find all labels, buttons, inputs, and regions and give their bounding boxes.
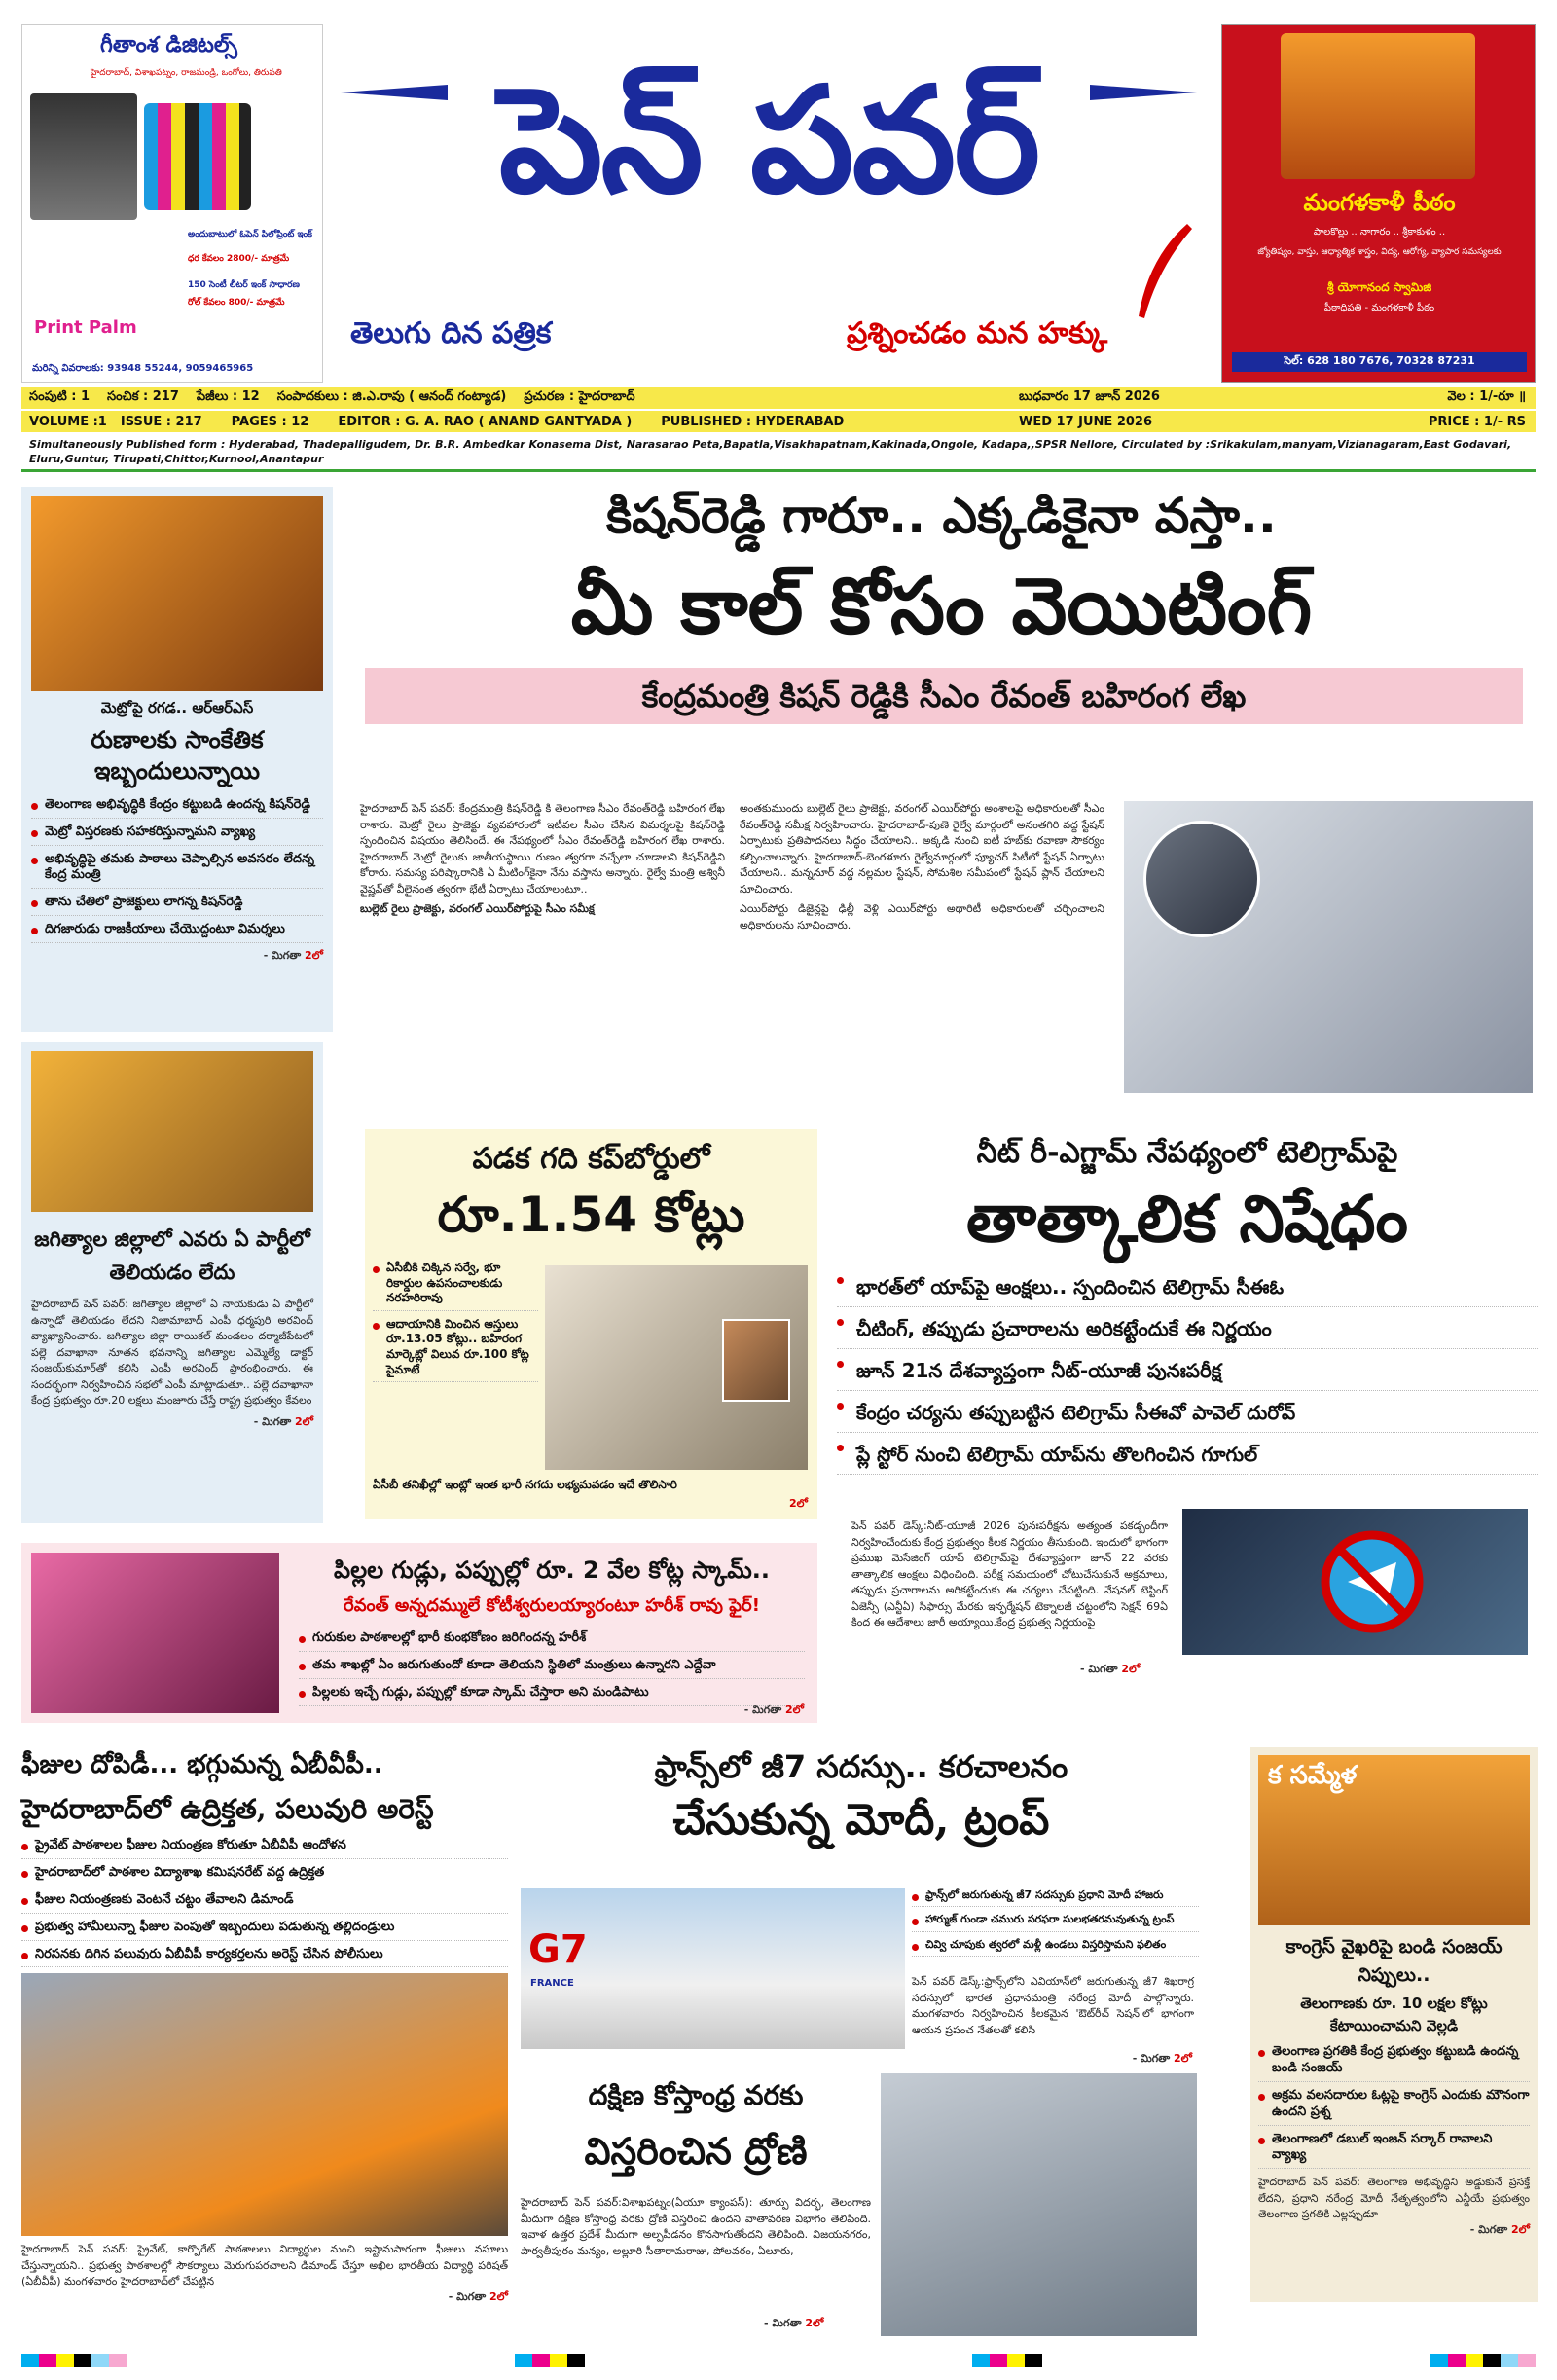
bullet: నిరసనకు దిగిన పలువురు ఏబీవీపీ కార్యకర్తలను అరెస్ట్ చేసిన పోలీసులు: [21, 1947, 508, 1968]
trough-kicker: దక్షిణ కోస్తాంధ్ర వరకు: [588, 2079, 804, 2111]
fees-kicker: ఫీజుల దోపిడీ... భగ్గుమన్న ఏబీవీపీ..: [21, 1750, 383, 1779]
g7-sign-location: FRANCE: [530, 1978, 574, 1989]
bullet: తెలంగాణ అభివృద్ధికి కేంద్రం కట్టుబడి ఉందన్న కిషన్‌రెడ్డి: [31, 797, 323, 819]
cash-caption: ఏసీబీ తనిఖీల్లో ఇంట్లో ఇంత భారీ నగదు లభ్యమవడం ఇదే తొలిసారి: [373, 1478, 677, 1491]
story-kishan-metro: [21, 487, 333, 1032]
trough-body: హైదరాబాద్ పెన్ పవర్:విశాఖపట్నం(ఏయూ క్యాంపస్): తూర్పు విదర్భ, తెలంగాణ మీదుగా దక్షిణ కోస్తాంధ్ర వరకు ద్రోణి విస్తరించి ఉందని వాతావరణ విభాగం తెలిపింది. ఇవాళ ఉత్తర ప్రదేశ్ మీదుగా అల్పపీడనం కొనసాగుతోందని తెలిపింది. విజయనగరం, పార్వతీపురం మన్యం, అల్లూరి సీతారామరాజు, పోలవరం, ఏలూరు,: [521, 2196, 871, 2257]
telegram-ban-icon: [1319, 1528, 1426, 1635]
lead-subhead: కేంద్రమంత్రి కిషన్ రెడ్డికి సీఎం రేవంత్ బహిరంగ లేఖ: [365, 668, 1523, 724]
cash-bullets: [373, 1261, 538, 1388]
trough-headline: విస్తరించిన ద్రోణి: [584, 2130, 808, 2173]
info-volume-te: సంపుటి : 1: [29, 389, 91, 404]
fees-body: హైదరాబాద్ పెన్ పవర్: ప్రైవేట్, కార్పొరేట్ పాఠశాలలు విద్యార్థుల నుంచి ఇష్టానుసారంగా ఫీజులు వసూలు చేస్తున్నాయని.. ప్రభుత్వ పాఠశాలల్లో సౌకర్యాలు మెరుగుపరచాలని డిమాండ్ చేస్తూ అఖిల భారతీయ విద్యార్థి పరిషత్ (ఏబీవీపీ) మంగళవారం హైదరాబాద్‌లో చేపట్టిన: [21, 2243, 508, 2288]
bullet: చీటింగ్, తప్పుడు ప్రచారాలను అరికట్టేందుకే ఈ నిర్ణయం: [837, 1313, 1538, 1349]
ad-right-line4: పీఠాధిపతి - మంగళకాళీ పీఠం: [1323, 303, 1435, 313]
lead-col1: హైదరాబాద్ పెన్ పవర్: కేంద్రమంత్రి కిషన్‌రెడ్డి కి తెలంగాణ సీఎం రేవంత్‌రెడ్డి బహిరంగ లేఖ రాశారు. మెట్రో రైలు ప్రాజెక్టు వ్యవహారంలో ఇటీవల సీఎం చేసిన విమర్శలపై కిషన్‌రెడ్డి స్పందించిన విషయం తెలిసిందే. ఈ నేపథ్యంలో సీఎం రేవంత్‌రెడ్డి బహిరంగ లేఖ రాశారు. హైదరాబాద్ మెట్రో రైలుకు జాతీయస్థాయి రుణం త్వరగా వచ్చేలా చూడాలని కిషన్‌రెడ్డిని కోరారు. సమస్య పరిష్కారానికి ఏ మీటింగ్‌కైనా నేను వస్తాను అన్నారు. రైల్వే మంత్రి అశ్వినీ వైష్ణవ్‌తో వీలైనంత త్వరగా భేటీ ఏర్పాటు చేయాలంటూ.. బుల్లెట్ రైలు ప్రాజెక్టు, వరంగల్ ఎయిర్‌పోర్టుపై సీఎం సమీక్ష: [360, 801, 725, 918]
ink-bottles-image: [144, 103, 251, 210]
ad-right-line3: శ్రీ యోగానంద స్వామిజి: [1326, 280, 1432, 294]
info-volume-en: VOLUME :1: [29, 414, 107, 429]
tagline-right: ప్రశ్నించడం మన హక్కు: [847, 316, 1108, 350]
arvind-photo: [31, 1051, 313, 1212]
ad-right-title: మంగళకాళీ పీఠం: [1303, 189, 1456, 216]
bullet: ఫీజుల నియంత్రణకు వెంటనే చట్టం తేవాలని డిమాండ్: [21, 1892, 508, 1914]
continued-label: - మిగతా 2లో: [1132, 2052, 1192, 2065]
continued-label: - మిగతా 2లో: [743, 1703, 804, 1716]
story-headline: జగిత్యాల జిల్లాలో ఎవరు ఏ పార్టీలో తెలియడం లేదు: [34, 1227, 310, 1284]
info-bar-telugu: [21, 387, 1536, 409]
cash-headline: రూ.1.54 కోట్లు: [437, 1187, 745, 1243]
swatch-group: [21, 2353, 127, 2371]
story-fees: [21, 1742, 508, 2356]
cash-photo: [545, 1265, 808, 1470]
neet-kicker: నీట్ రీ-ఎగ్జామ్ నేపథ్యంలో టెలిగ్రామ్‌పై: [976, 1136, 1398, 1170]
ad-left-line4: 150 సెంటీ లీటర్ ఇంక్ సాధారణ: [188, 280, 300, 290]
g7-body: పెన్ పవర్ డెస్క్:ఫ్రాన్స్‌లోని ఎవియాన్‌లో జరుగుతున్న జీ7 శిఖరాగ్ర సదస్సులో భారత ప్రధానమంత్రి నరేంద్ర మోదీ పాల్గొన్నారు. మంగళవారం నిర్వహించిన కీలకమైన 'ఔట్‌రీచ్ సెషన్'లో భాగంగా ఆయన ప్రపంచ నేతలతో కలిసి: [912, 1975, 1194, 2036]
ad-left-contact: మరిన్ని వివరాలకు: 93948 55244, 9059465965: [32, 363, 254, 374]
sanjay-banner: క సమ్మేళ: [1268, 1761, 1358, 1790]
g7-sign: G7: [528, 1927, 588, 1972]
bullet: హైదరాబాద్‌లో పాఠశాల విద్యాశాఖ కమిషనరేట్ వద్ద ఉద్రిక్తత: [21, 1865, 508, 1886]
kishan-photo: [31, 496, 323, 691]
story-body: హైదరాబాద్ పెన్ పవర్: జగిత్యాల జిల్లాలో ఏ నాయకుడు ఏ పార్టీలో ఉన్నాడో తెలియడం లేదని నిజామాబాద్ ఎంపీ ధర్మపురి అరవింద్ వ్యాఖ్యానించారు. జగిత్యాల జిల్లా రాయికల్ మండలం దర్మాజీపేటలో పల్లె దవాఖానా నూతన భవనాన్ని జగిత్యాల ఎమ్మెల్యే డాక్టర్ సంజయ్‌కుమార్‌తో కలిసి ఎంపీ అరవింద్ ప్రారంభించారు. ఈ సందర్భంగా నిర్వహించిన సభలో ఎంపీ మాట్లాడుతూ.. పల్లె దవాఖానా కేంద్ర ప్రభుత్వం రూ.20 లక్షలు మంజూరు చేస్తే రాష్ట్ర ప్రభుత్వం కేవలం: [31, 1298, 313, 1408]
info-pages-en: PAGES : 12: [231, 414, 309, 429]
bullet: హార్ముజ్ గుండా చమురు సరఫరా సులభతరమవుతున్న ట్రంప్: [912, 1913, 1199, 1931]
continued-label: 2లో: [789, 1497, 808, 1510]
ad-right: [1221, 24, 1536, 383]
story-trough: [521, 2073, 1202, 2346]
info-editor-en: EDITOR : G. A. RAO ( ANAND GANTYADA ): [338, 414, 633, 429]
telegram-photo: [1182, 1509, 1528, 1655]
sanjay-headline: కాంగ్రెస్ వైఖరిపై బండి సంజయ్ నిప్పులు..: [1285, 1936, 1503, 1986]
masthead-title: పెన్ పవర్: [498, 56, 1039, 226]
story-kicker: మెట్రోపై రగడ.. ఆర్ఆర్ఎస్: [100, 699, 254, 716]
bullet: తెలంగాణ ప్రగతికి కేంద్ర ప్రభుత్వం కట్టుబడి ఉందన్న బండి సంజయ్: [1258, 2044, 1530, 2082]
lead-col1-sub: బుల్లెట్ రైలు ప్రాజెక్టు, వరంగల్ ఎయిర్‌పోర్టుపై సీఎం సమీక్ష: [360, 902, 595, 915]
sanjay-bullets: [1258, 2044, 1530, 2169]
bullet: దిగజారుడు రాజకీయాలు చేయొద్దంటూ విమర్శలు: [31, 922, 323, 943]
sanjay-subhead: తెలంగాణకు రూ. 10 లక్షల కోట్లు కేటాయించామని వెల్లడి: [1300, 1995, 1488, 2034]
lead-headline: మీ కాల్ కోసం వెయిటింగ్: [570, 561, 1313, 651]
swatch-group: [515, 2353, 585, 2371]
editions-line: Simultaneously Published form : Hyderabad, Thadepalligudem, Dr. B.R. Ambedkar Konasema Dist, Narasarao Peta,Bapatla,Visakhapatnam,Kakinada,Ongole, Kadapa,,SPSR Nellore, Circulated by :Srikakulam,manyam,Vizianagaram,East Godavari, Eluru,Guntur, Tirupati,Chittor,Kurnool,Anantapur: [21, 435, 1536, 472]
bullet: ఏసీబీకి చిక్కిన సర్వే, భూ రికార్డుల ఉపసంచాలకుడు నరహరిరావు: [373, 1261, 538, 1311]
info-editor-te: సంపాదకులు : జి.ఎ.రావు ( ఆనంద్ గంట్యాడ): [276, 389, 507, 404]
bullet: ప్రభుత్వ హామీలున్నా ఫీజుల పెంపుతో ఇబ్బందులు పడుతున్న తల్లిదండ్రులు: [21, 1920, 508, 1941]
fees-bullets: [21, 1838, 508, 1967]
neet-headline: తాత్కాలిక నిషేధం: [966, 1182, 1408, 1257]
info-bar-english: [21, 411, 1536, 432]
continued-label: - మిగతా 2లో: [764, 2317, 824, 2329]
bullet: అభివృద్ధిపై తమకు పాఠాలు చెప్పాల్సిన అవసరం లేదన్న కేంద్ర మంత్రి: [31, 852, 323, 890]
print-palm-logo: Print Palm: [34, 317, 137, 338]
bullet: మెట్రో విస్తరణకు సహకరిస్తున్నామని వ్యాఖ్య: [31, 824, 323, 846]
bullet: భారత్‌లో యాప్‌పై ఆంక్షలు.. స్పందించిన టెలిగ్రామ్ సీఈఓ: [837, 1271, 1538, 1307]
ad-right-line1: పాలకొల్లు .. నాగారం .. శ్రీకాకుళం ..: [1313, 227, 1446, 238]
bullet: ప్లే స్టోర్ నుంచి టెలిగ్రామ్ యాప్‌ను తొలగించిన గూగుల్: [837, 1439, 1538, 1475]
info-pages-te: పేజీలు : 12: [196, 389, 260, 404]
g7-bullets: [912, 1888, 1199, 1962]
ad-left-line3: ధర కేవలం 2800/- మాత్రమే: [188, 254, 290, 264]
info-date-en: WED 17 JUNE 2026: [1019, 414, 1153, 429]
ad-right-phone: సెల్: 628 180 7676, 70328 87231: [1232, 352, 1527, 372]
ad-left-line5: రోల్ కేవలం 800/- మాత్రమే: [188, 298, 285, 308]
story-cash: [365, 1129, 817, 1519]
sanjay-photo: [1258, 1755, 1530, 1925]
printer-image: [30, 93, 137, 220]
masthead: [331, 24, 1207, 383]
info-published-en: PUBLISHED : HYDERABAD: [661, 414, 845, 429]
lead-story: [345, 480, 1538, 1093]
g7-photo: [521, 1888, 905, 2049]
info-price-te: వెల : 1/-రూ ॥: [1447, 389, 1526, 404]
bullet: చివ్వి చూపుకు త్వరలో మళ్లీ ఉండలు విస్తరిస్తామని ఫలితం: [912, 1938, 1199, 1957]
story-neet: [837, 1129, 1538, 1674]
g7-headline: చేసుకున్న మోదీ, ట్రంప్: [672, 1795, 1050, 1845]
g7-kicker: ఫ్రాన్స్‌లో జీ7 సదస్సు.. కరచాలనం: [654, 1748, 1068, 1785]
info-issue-te: సంచిక : 217: [107, 389, 179, 404]
neet-bullets: [837, 1271, 1538, 1475]
bullet: జూన్ 21న దేశవ్యాప్తంగా నీట్-యూజీ పునఃపరీక్ష: [837, 1355, 1538, 1391]
protest-photo: [21, 1973, 508, 2236]
storm-photo: [881, 2073, 1197, 2336]
continued-label: - మిగతా 2లో: [448, 2289, 508, 2303]
swatch-group: [1430, 2353, 1536, 2371]
bullet: తెలంగాణలో డబుల్ ఇంజన్ సర్కార్ రావాలని వ్యాఖ్య: [1258, 2132, 1530, 2170]
ad-left: [21, 24, 323, 383]
quill-icon: [1119, 219, 1197, 326]
bullet: ఆదాయానికి మించిన ఆస్తులు రూ.13.05 కోట్లు.. బహిరంగ మార్కెట్లో విలువ రూ.100 కోట్ల పైమాటే: [373, 1317, 538, 1382]
story-bullets: [31, 797, 323, 943]
revanth-photo: [1124, 801, 1533, 1093]
info-published-te: ప్రచురణ : హైదరాబాద్: [524, 389, 635, 404]
scam-headline: పిల్లల గుడ్లు, పప్పుల్లో రూ. 2 వేల కోట్ల స్కామ్..: [334, 1556, 770, 1584]
kishan-inset-photo: [1143, 821, 1260, 937]
info-issue-en: ISSUE : 217: [120, 414, 202, 429]
info-price-en: PRICE : 1/- RS: [1428, 414, 1526, 429]
neet-body: పెన్ పవర్ డెస్క్:నీట్-యూజీ 2026 పునఃపరీక్షను అత్యంత పకడ్బందీగా నిర్వహించేందుకు కేంద్ర ప్రభుత్వం కీలక నిర్ణయం తీసుకుంది. ఇందులో భాగంగా ప్రముఖ మెసేజింగ్ యాప్ టెలిగ్రామ్‌పై దేశవ్యాప్తంగా జూన్ 22 వరకు తాత్కాలిక ఆంక్షలు విధించింది. పరీక్ష సమయంలో చోటుచేసుకునే అక్రమాలు, తప్పుడు ప్రచారాలను అరికట్టేందుకు ఈ చర్యలు చేపట్టింది. నేషనల్ టెస్టింగ్ ఏజెన్సీ (ఎన్టీఏ) సిఫార్సు మేరకు ఇన్ఫర్మేషన్ టెక్నాలజీ చట్టంలోని సెక్షన్ 69ఏ కింద ఈ ఆదేశాలు జారీ అయ్యాయి.కేంద్ర ప్రభుత్వ నిర్ణయంపై: [851, 1520, 1168, 1629]
cash-kicker: పడక గది కప్‌బోర్డులో: [472, 1142, 710, 1176]
bullet: ఫ్రాన్స్‌లో జరుగుతున్న జీ7 సదస్సుకు ప్రధాని మోదీ హాజరు: [912, 1888, 1199, 1907]
continued-label: - మిగతా 2లో: [1469, 2222, 1530, 2236]
officer-photo: [722, 1319, 790, 1402]
bullet: పిల్లలకు ఇచ్చే గుడ్లు, పప్పుల్లో కూడా స్కామ్ చేస్తారా అని మండిపాటు: [299, 1685, 805, 1706]
tagline-left: తెలుగు దిన పత్రిక: [350, 316, 552, 350]
ad-left-line2: అందుబాటులో ఓపెన్ పిలోప్రింట్ ఇంక్: [188, 230, 312, 239]
ad-left-line1: హైదరాబాద్, విశాఖపట్నం, రాజమండ్రి, ఒంగోలు, తిరుపతి: [91, 68, 282, 78]
sanjay-body: హైదరాబాద్ పెన్ పవర్: తెలంగాణ అభివృద్ధిని అడ్డుకునే ప్రసక్తే లేదని, ప్రధాని నరేంద్ర మోదీ నేతృత్వంలోని ఎన్డీయే ప్రభుత్వం తెలంగాణ ప్రగతికి ఎల్లప్పుడూ: [1258, 2176, 1530, 2221]
lead-col2: అంతకుముందు బుల్లెట్ రైలు ప్రాజెక్టు, వరంగల్ ఎయిర్‌పోర్టు అంశాలపై అధికారులతో సీఎం రేవంత్‌రెడ్డి సమీక్ష నిర్వహించారు. హైదరాబాద్-పుణె రైల్వే మార్గంలో అనంతగిరి వద్ద స్టేషన్ ఏర్పాటుకు ప్రతిపాదనలు సిద్ధం చేయాలని.. అక్కడి నుంచి ఐటీ హబ్‌కు రవాణా సౌకర్యం కల్పించాలన్నారు. హైదరాబాద్-బెంగళూరు రైల్వేమార్గంలో ఫ్యూచర్ సిటీలో స్టేషన్ ఏర్పాటు చేయాలని.. మన్ననూర్ వద్ద నల్లమల స్టేషన్, సోమశిల సమీపంలో స్టేషన్ ప్లాన్ చేయాలని సూచించారు. ఎయిర్‌పోర్టు డిజైన్లపై ఢిల్లీ వెళ్లి ఎయిర్‌పోర్టు అథారిటీ అధికారులతో చర్చించాలని అధికారులను సూచించారు.: [740, 802, 1104, 932]
fees-headline: హైదరాబాద్‌లో ఉద్రిక్తత, పలువురి అరెస్ట్: [21, 1793, 434, 1825]
continued-label: - మిగతా 2లో: [1080, 1663, 1141, 1675]
story-jagitial: [21, 1042, 323, 1523]
bullet: ప్రైవేట్ పాఠశాలల ఫీజుల నియంత్రణ కోరుతూ ఏబీవీపీ ఆందోళన: [21, 1838, 508, 1859]
color-registration-strip: [21, 2354, 1536, 2369]
harish-photo: [31, 1553, 279, 1713]
bullet: అక్రమ వలసదారుల ఓట్లపై కాంగ్రెస్ ఎందుకు మౌనంగా ఉందని ప్రశ్న: [1258, 2088, 1530, 2126]
story-headline: రుణాలకు సాంకేతిక ఇబ్బందులున్నాయి: [91, 726, 264, 786]
info-date-te: బుధవారం 17 జూన్ 2026: [1019, 389, 1160, 404]
scam-bullets: [299, 1630, 805, 1712]
bullet: తమ శాఖల్లో ఏం జరుగుతుందో కూడా తెలియని స్థితిలో మంత్రులు ఉన్నారని ఎద్దేవా: [299, 1658, 805, 1679]
ad-left-brand: గీతాంశ డిజిటల్స్: [100, 33, 237, 57]
bullet: గురుకుల పాఠశాలల్లో భారీ కుంభకోణం జరిగిందన్న హరీశ్: [299, 1630, 805, 1652]
lead-kicker: కిషన్‌రెడ్డి గారూ.. ఎక్కడికైనా వస్తా..: [606, 488, 1277, 544]
continued-label: - మిగతా 2లో: [253, 1414, 313, 1428]
swami-photo: [1281, 33, 1475, 179]
continued-label: - మిగతా 2లో: [263, 949, 323, 963]
bullet: కేంద్రం చర్యను తప్పుబట్టిన టెలిగ్రామ్ సీఈవో పావెల్ దురోవ్: [837, 1397, 1538, 1433]
swatch-group: [972, 2353, 1042, 2371]
story-sanjay: [1250, 1747, 1538, 2302]
bullet: తాను చేతిలో ప్రాజెక్టులు లాగన్న కిషన్‌రెడ్డి: [31, 895, 323, 916]
ad-right-line2: జ్యోతిష్యం, వాస్తు, ఆధ్యాత్మిక శాస్త్రం, విద్య, ఆరోగ్య, వ్యాపార సమస్యలకు: [1257, 247, 1502, 257]
scam-subhead: రేవంత్ అన్నదమ్ములే కోటీశ్వరులయ్యారంటూ హరీశ్ రావు ఫైర్!: [344, 1595, 760, 1616]
story-scam: [21, 1543, 817, 1723]
